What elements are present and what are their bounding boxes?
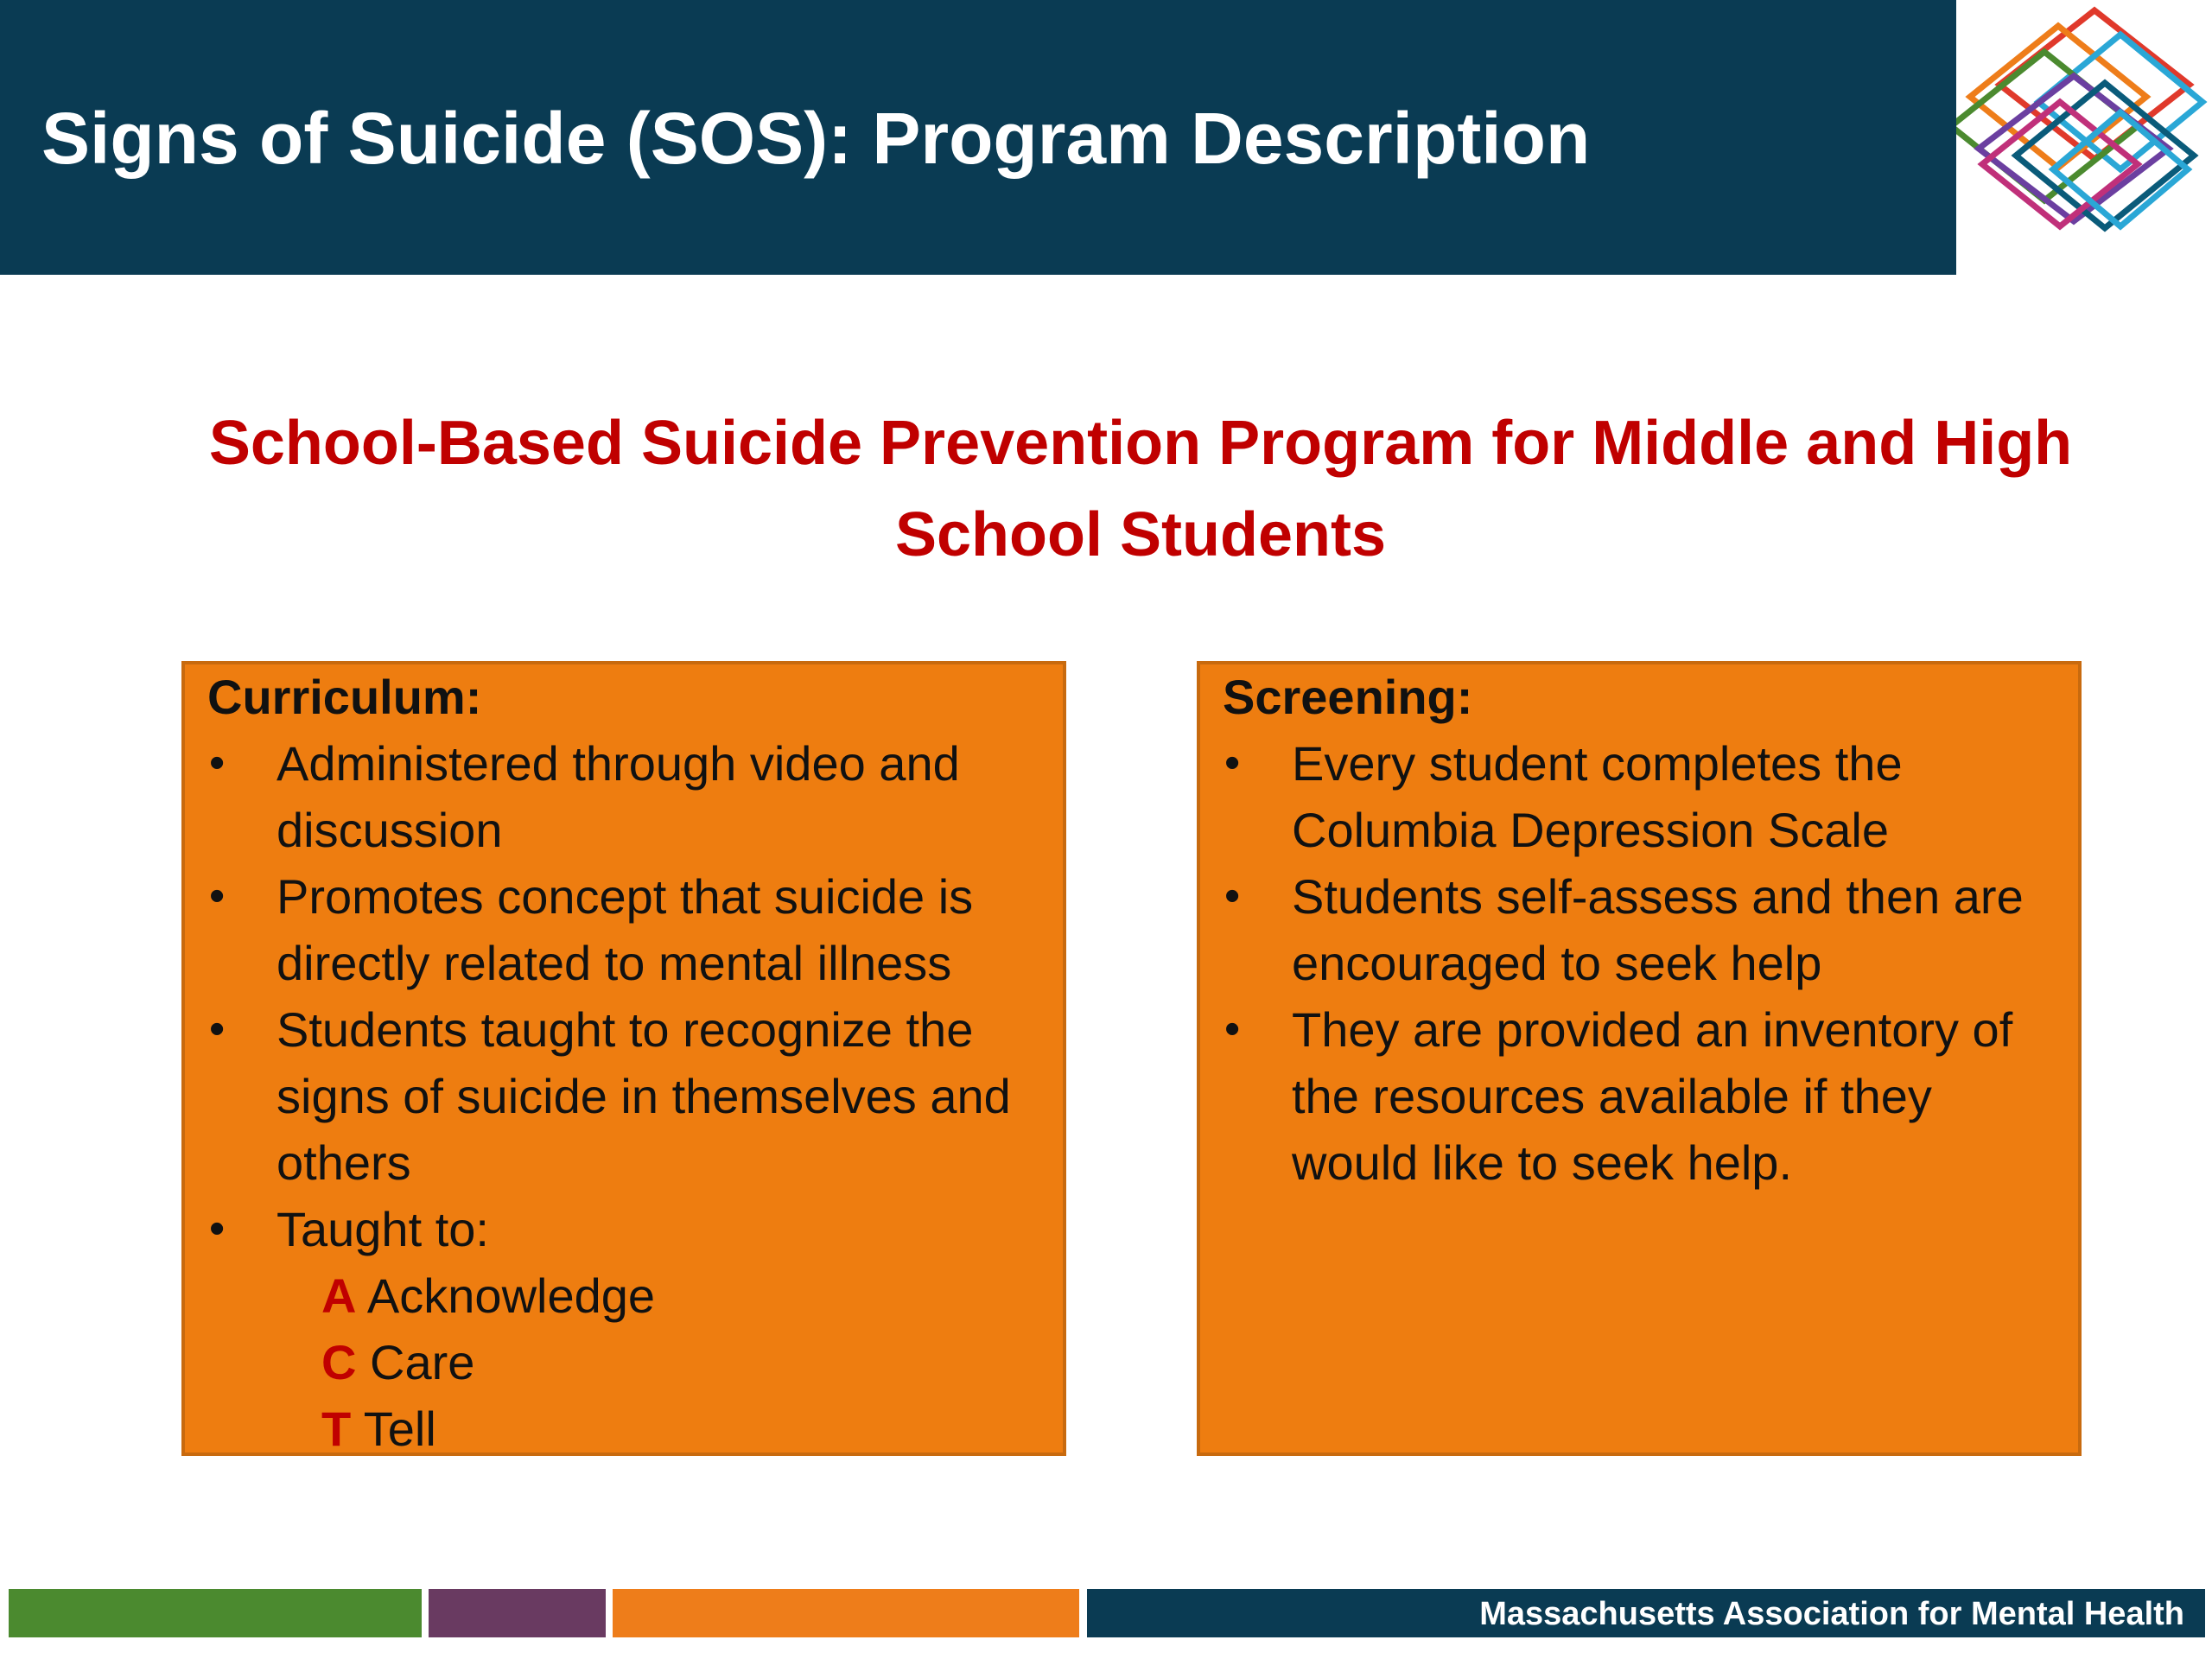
- acronym-word: Care: [370, 1335, 475, 1389]
- screening-heading: Screening:: [1223, 670, 1473, 724]
- acronym-item-tell: [207, 1395, 1028, 1462]
- footer-organization-name: Massachusetts Association for Mental Health: [1479, 1596, 2184, 1632]
- footer-bar-orange: [613, 1589, 1079, 1637]
- list-item: • Taught to:: [207, 1196, 1028, 1262]
- acronym-letter: T: [321, 1402, 352, 1456]
- header-banner: [0, 0, 1956, 275]
- section-subtitle: [104, 397, 2177, 581]
- acronym-item-care: [207, 1329, 1028, 1395]
- list-item: • Every student completes the Columbia Depression Scale: [1223, 730, 2044, 863]
- list-item: • Students self-assess and then are encouraged to seek help: [1223, 863, 2044, 996]
- page-title: Signs of Suicide (SOS): Program Description: [41, 98, 1591, 179]
- acronym-letter: C: [321, 1335, 357, 1389]
- subtitle-line-2: School Students: [894, 500, 1387, 569]
- list-item: • Students taught to recognize the signs of suicide in themselves and others: [207, 996, 1028, 1196]
- screening-box: [1197, 661, 2082, 1456]
- acronym-word: Tell: [363, 1402, 436, 1456]
- list-item: • Promotes concept that suicide is directly related to mental illness: [207, 863, 1028, 996]
- curriculum-list: [207, 730, 1028, 1262]
- screening-list: [1223, 730, 2044, 1196]
- acronym-item-acknowledge: [207, 1262, 1028, 1329]
- curriculum-heading: Curriculum:: [207, 670, 482, 724]
- interlocking-squares-logo-icon: [1956, 0, 2212, 275]
- footer-bar-purple: [429, 1589, 606, 1637]
- footer-bar-green: [9, 1589, 422, 1637]
- list-item: • They are provided an inventory of the resources available if they would like to seek help.: [1223, 996, 2044, 1196]
- list-item: • Administered through video and discussion: [207, 730, 1028, 863]
- subtitle-line-1: School-Based Suicide Prevention Program for Middle and High: [208, 409, 2073, 478]
- curriculum-box: [181, 661, 1066, 1456]
- acronym-word: Acknowledge: [366, 1268, 656, 1323]
- acronym-letter: A: [321, 1268, 357, 1323]
- logo: [1956, 0, 2212, 275]
